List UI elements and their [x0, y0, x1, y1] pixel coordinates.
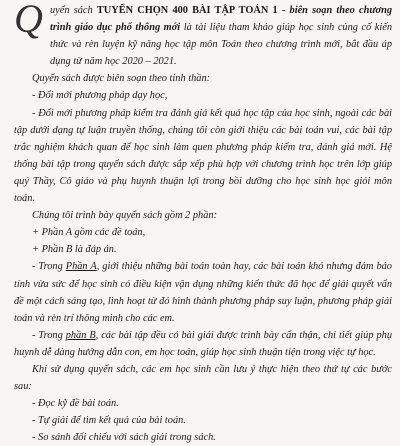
preface-text	[14, 0, 392, 444]
structure-part-a: + Phần A gồm các đề toán,	[32, 227, 146, 239]
drop-cap: Q	[14, 0, 43, 41]
book-title: TUYỂN CHỌN 400 BÀI TẬP TOÁN 1	[96, 5, 278, 16]
spirit-bullet-1: - Đổi mới phương pháp dạy học,	[32, 90, 168, 102]
usage-step-2: - Tự giải để tìm kết quả của bài toán.	[32, 415, 186, 427]
part-b-label: phần B	[65, 329, 96, 341]
part-b-text-1: - Trong	[32, 329, 66, 341]
part-b-paragraph	[14, 327, 392, 361]
intro-subtitle: biên soạn theo chương trình giáo dục phổ thông mới	[50, 5, 392, 34]
intro-text-d: là tài liệu tham khảo giúp học sinh củng cố kiến thức và rèn luyện kỹ năng học tập môn Toán theo chương trình mới, bắt đầu áp dụng từ năm học 2020 – 2021.	[50, 22, 392, 68]
intro-paragraph	[14, 2, 392, 70]
part-a-label: Phần A	[65, 261, 97, 273]
structure-heading: Chúng tôi trình bày quyển sách gồm 2 phần:	[32, 210, 218, 222]
part-a-paragraph	[14, 258, 392, 326]
intro-text-a: uyển sách	[50, 5, 97, 16]
spirit-bullet-2: - Đổi mới phương pháp kiểm tra đánh giá kết quả học tập của học sinh, ngoài các bài tập dưới dạng tự luận truyền thống, chúng tôi còn giới thiệu các bài toán vui, các bài tập trắc nghiệm khách quan để học sinh làm quen phương pháp kiểm tra, đánh giá mới. Hệ thống bài tập trong quyển sách được sắp xếp phù hợp với chương trình học trên lớp giúp quý Thầy, Cô giáo và phụ huynh thuận lợi trong bồi dưỡng cho học sinh học giỏi môn toán.	[14, 107, 392, 205]
part-b-text-3: , các bài tập đều có bài giải được trình bày cẩn thận, chi tiết giúp phụ huynh dễ dàng hướng dẫn con, em học toán, giúp học sinh thuận tiện trong việc tự học.	[14, 329, 392, 358]
intro-dash: -	[277, 5, 290, 16]
part-a-text-3: , giới thiệu những bài toán toàn hay, các bài toán khó nhưng đảm bảo tính vừa sức để học sinh có điều kiện vận dụng những kiến thức đã học để giải quyết vấn đề một cách sáng tạo, linh hoạt từ đó hình thành phương pháp suy luận, phương pháp giải toán và rèn trí thông minh cho các em.	[14, 261, 392, 324]
usage-step-1: - Đọc kỹ đề bài toán.	[32, 398, 119, 410]
part-a-text-1: - Trong	[32, 261, 66, 273]
spirit-heading: Quyển sách được biên soạn theo tinh thần:	[32, 73, 211, 85]
usage-heading: Khi sử dụng quyển sách, các em học sinh cần lưu ý thực hiện theo thứ tự các bước sau:	[14, 363, 392, 393]
usage-step-3: - So sánh đối chiếu với sách giải trong sách.	[32, 432, 216, 444]
structure-part-b: + Phần B là đáp án.	[32, 244, 117, 256]
